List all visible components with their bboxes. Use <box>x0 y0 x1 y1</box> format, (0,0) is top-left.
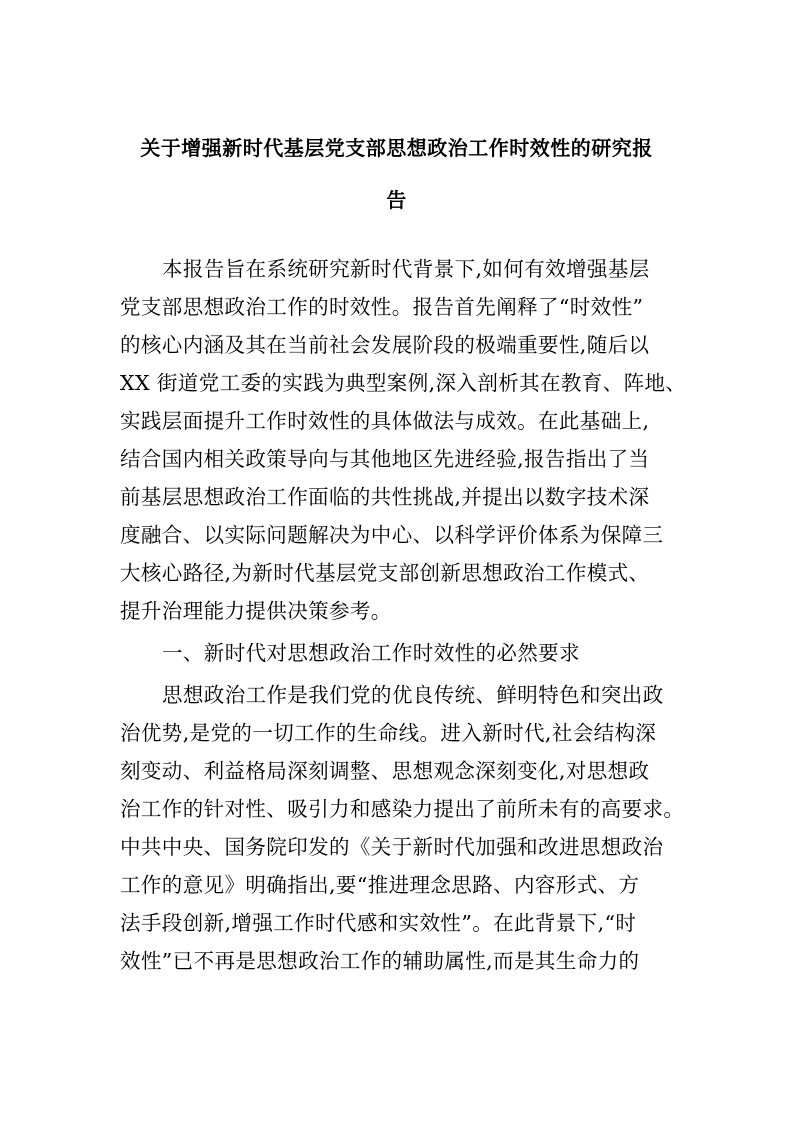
abstract-line-3: 的核心内涵及其在当前社会发展阶段的极端重要性,随后以 <box>120 333 650 357</box>
body-line-6: 工作的意见》明确指出,要“推进理念思路、内容形式、方 <box>120 873 640 897</box>
abstract-line-2: 党支部思想政治工作的时效性。报告首先阐释了“时效性” <box>120 295 644 319</box>
body-line-5: 中共中央、国务院印发的《关于新时代加强和改进思想政治 <box>120 835 664 859</box>
abstract-line-6: 结合国内相关政策导向与其他地区先进经验,报告指出了当 <box>120 447 650 471</box>
body-line-1: 思想政治工作是我们党的优良传统、鲜明特色和突出政 <box>162 683 664 707</box>
body-line-4: 治工作的针对性、吸引力和感染力提出了前所未有的高要求。 <box>120 797 685 821</box>
abstract-line-1: 本报告旨在系统研究新时代背景下,如何有效增强基层 <box>162 257 650 281</box>
section-heading-1: 一、新时代对思想政治工作时效性的必然要求 <box>162 641 580 665</box>
abstract-line-4: XX 街道党工委的实践为典型案例,深入剖析其在教育、阵地、 <box>120 371 687 395</box>
body-line-8: 效性”已不再是思想政治工作的辅助属性,而是其生命力的 <box>120 949 640 973</box>
body-line-2: 治优势,是党的一切工作的生命线。进入新时代,社会结构深 <box>120 721 657 745</box>
abstract-line-5: 实践层面提升工作时效性的具体做法与成效。在此基础上, <box>120 409 650 433</box>
abstract-line-10: 提升治理能力提供决策参考。 <box>120 599 392 623</box>
abstract-line-7: 前基层思想政治工作面临的共性挑战,并提出以数字技术深 <box>120 485 650 509</box>
body-line-7: 法手段创新,增强工作时代感和实效性”。在此背景下,“时 <box>120 911 637 935</box>
body-line-3: 刻变动、利益格局深刻调整、思想观念深刻变化,对思想政 <box>120 759 650 783</box>
abstract-line-8: 度融合、以实际问题解决为中心、以科学评价体系为保障三 <box>120 523 664 547</box>
document-title-line-2: 告 <box>386 188 407 212</box>
abstract-line-9: 大核心路径,为新时代基层党支部创新思想政治工作模式、 <box>120 561 650 585</box>
document-title-line-1: 关于增强新时代基层党支部思想政治工作时效性的研究报 <box>140 136 653 160</box>
